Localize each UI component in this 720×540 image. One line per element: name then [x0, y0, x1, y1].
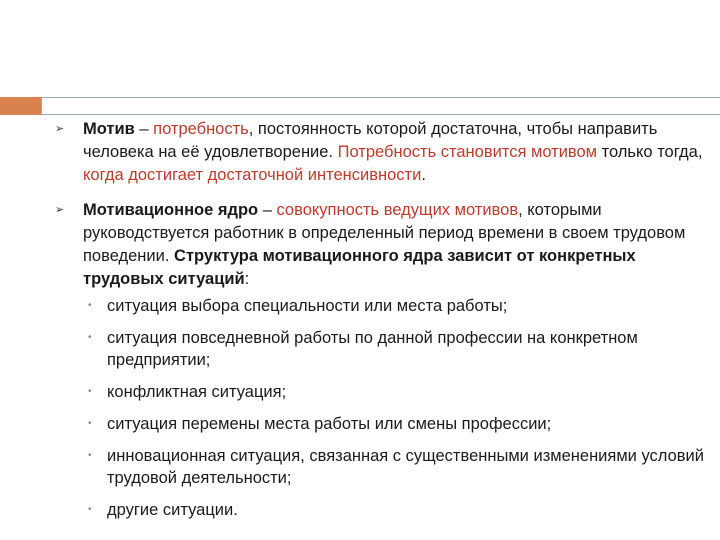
core-text: , которыми руководствуется работник в определенный период времени в своем трудовом поведении. [83, 201, 686, 265]
arrowhead-bullet-icon: ➢ [55, 204, 65, 216]
small-dot-bullet-icon: • [88, 450, 92, 461]
title-accent-outline [41, 97, 720, 115]
situation-text: ситуация выбора специальности или места работы; [107, 297, 508, 315]
situation-text: ситуация повседневной работы по данной профессии на конкретном предприятии; [107, 329, 638, 369]
definition-leading-motives: совокупность ведущих мотивов [276, 201, 519, 219]
motive-text: , постоянность которой достаточна, чтобы направить человека на её удовлетворение. [83, 120, 658, 161]
situation-text: другие ситуации. [107, 501, 238, 519]
motive-text-2: только тогда, [597, 143, 703, 161]
title-accent-block [0, 97, 41, 115]
term-motivational-core: Мотивационное ядро [83, 201, 259, 219]
small-dot-bullet-icon: • [88, 300, 92, 311]
list-item [83, 413, 705, 435]
small-dot-bullet-icon: • [88, 418, 92, 429]
highlight-intensity: когда достигает достаточной интенсивности [83, 166, 422, 184]
small-dot-bullet-icon: • [88, 504, 92, 515]
highlight-need-becomes: Потребность становится [337, 143, 527, 161]
term-motive: Мотив [83, 120, 135, 138]
bullet-motive [55, 118, 705, 187]
list-item [83, 381, 705, 403]
situation-text: инновационная ситуация, связанная с существенными изменениями условий трудовой деятельности; [107, 447, 704, 487]
colon: : [244, 270, 250, 288]
arrowhead-bullet-icon: ➢ [55, 123, 65, 135]
situation-text: конфликтная ситуация; [107, 383, 287, 401]
list-item [83, 327, 705, 371]
dash: – [134, 120, 154, 138]
small-dot-bullet-icon: • [88, 386, 92, 397]
dash: – [258, 201, 277, 219]
list-item [83, 499, 705, 521]
situation-text: ситуация перемены места работы или смены профессии; [107, 415, 552, 433]
period: . [421, 166, 426, 184]
situations-list [83, 295, 705, 521]
bullet-motivational-core [55, 199, 705, 521]
list-item [83, 295, 705, 317]
slide-body [55, 118, 705, 531]
list-item [83, 445, 705, 489]
core-structure-statement: Структура мотивационного ядра зависит от конкретных трудовых ситуаций [83, 247, 636, 288]
definition-need: потребность [153, 120, 249, 138]
highlight-motive: мотивом [530, 143, 598, 161]
small-dot-bullet-icon: • [88, 332, 92, 343]
